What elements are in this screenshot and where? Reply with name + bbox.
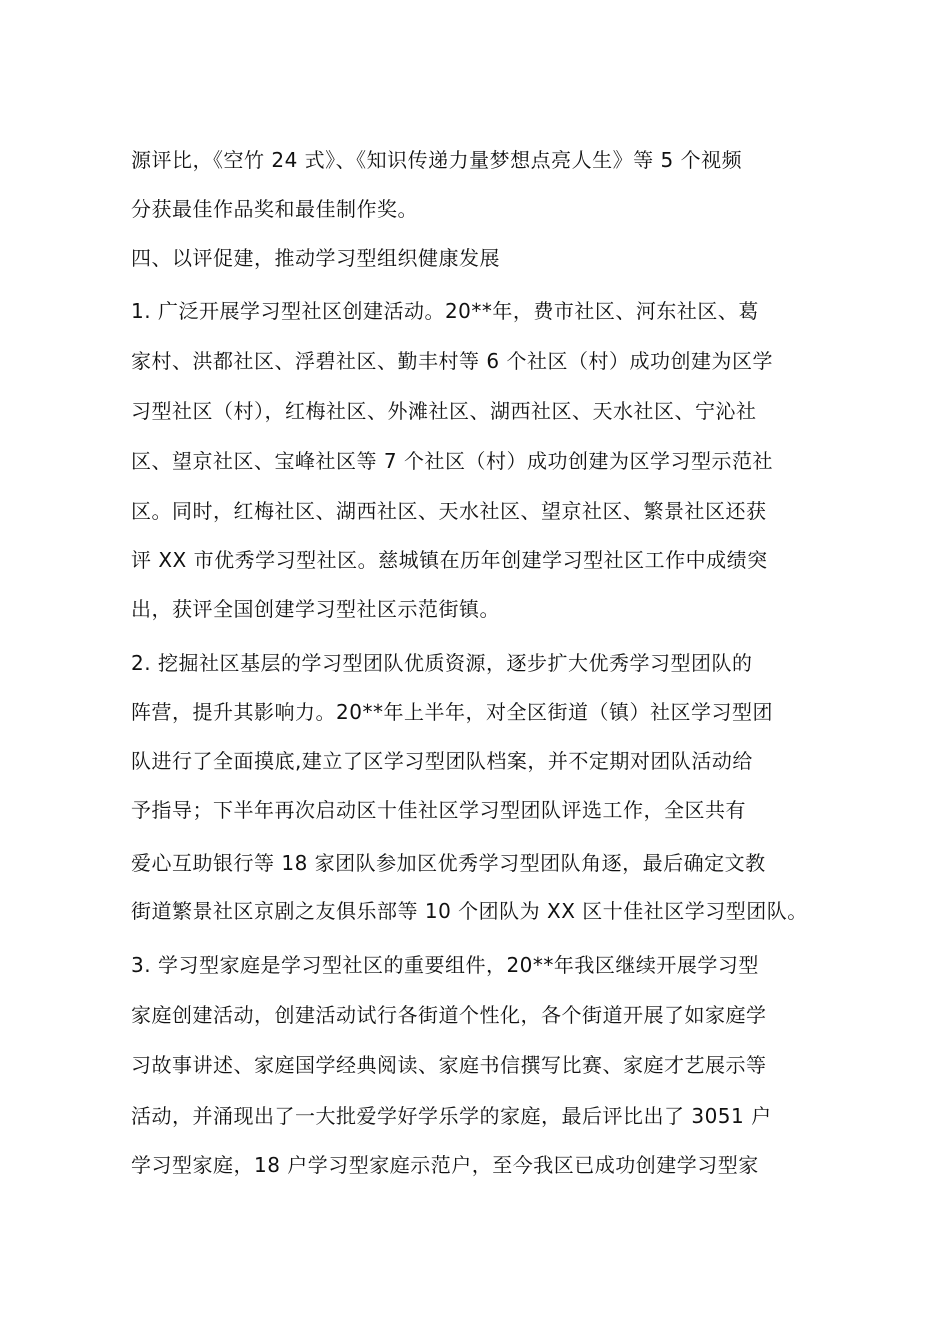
text-line: 区。同时，红梅社区、湖西社区、天水社区、望京社区、繁景社区还获 (131, 499, 767, 523)
text-line: 3. 学习型家庭是学习型社区的重要组件，20**年我区继续开展学习型 (131, 953, 759, 977)
section-heading: 四、以评促建，推动学习型组织健康发展 (131, 246, 500, 270)
text-line: 家庭创建活动，创建活动试行各街道个性化，各个街道开展了如家庭学 (131, 1003, 767, 1027)
text-line: 家村、洪都社区、浮碧社区、勤丰村等 6 个社区（村）成功创建为区学 (131, 349, 773, 373)
text-line: 活动，并涌现出了一大批爱学好学乐学的家庭，最后评比出了 3051 户 (131, 1104, 772, 1128)
text-line: 评 XX 市优秀学习型社区。慈城镇在历年创建学习型社区工作中成绩突 (131, 548, 768, 572)
text-line: 爱心互助银行等 18 家团队参加区优秀学习型团队角逐，最后确定文教 (131, 851, 766, 875)
text-line: 习型社区（村），红梅社区、外滩社区、湖西社区、天水社区、宁沁社 (131, 399, 757, 423)
text-line: 习故事讲述、家庭国学经典阅读、家庭书信撰写比赛、家庭才艺展示等 (131, 1053, 767, 1077)
text-line: 队进行了全面摸底,建立了区学习型团队档案，并不定期对团队活动给 (131, 749, 753, 773)
text-line: 街道繁景社区京剧之友俱乐部等 10 个团队为 XX 区十佳社区学习型团队。 (131, 899, 808, 923)
text-line: 1. 广泛开展学习型社区创建活动。20**年，费市社区、河东社区、葛 (131, 299, 759, 323)
text-line: 分获最佳作品奖和最佳制作奖。 (131, 197, 418, 221)
text-line: 予指导；下半年再次启动区十佳社区学习型团队评选工作，全区共有 (131, 798, 746, 822)
text-line: 源评比，《空竹 24 式》、《知识传递力量梦想点亮人生》等 5 个视频 (131, 148, 743, 172)
text-line: 区、望京社区、宝峰社区等 7 个社区（村）成功创建为区学习型示范社 (131, 449, 773, 473)
text-line: 2. 挖掘社区基层的学习型团队优质资源，逐步扩大优秀学习型团队的 (131, 651, 753, 675)
text-line: 出，获评全国创建学习型社区示范街镇。 (131, 597, 500, 621)
text-line: 学习型家庭，18 户学习型家庭示范户，至今我区已成功创建学习型家 (131, 1153, 759, 1177)
text-line: 阵营，提升其影响力。20**年上半年，对全区街道（镇）社区学习型团 (131, 700, 773, 724)
